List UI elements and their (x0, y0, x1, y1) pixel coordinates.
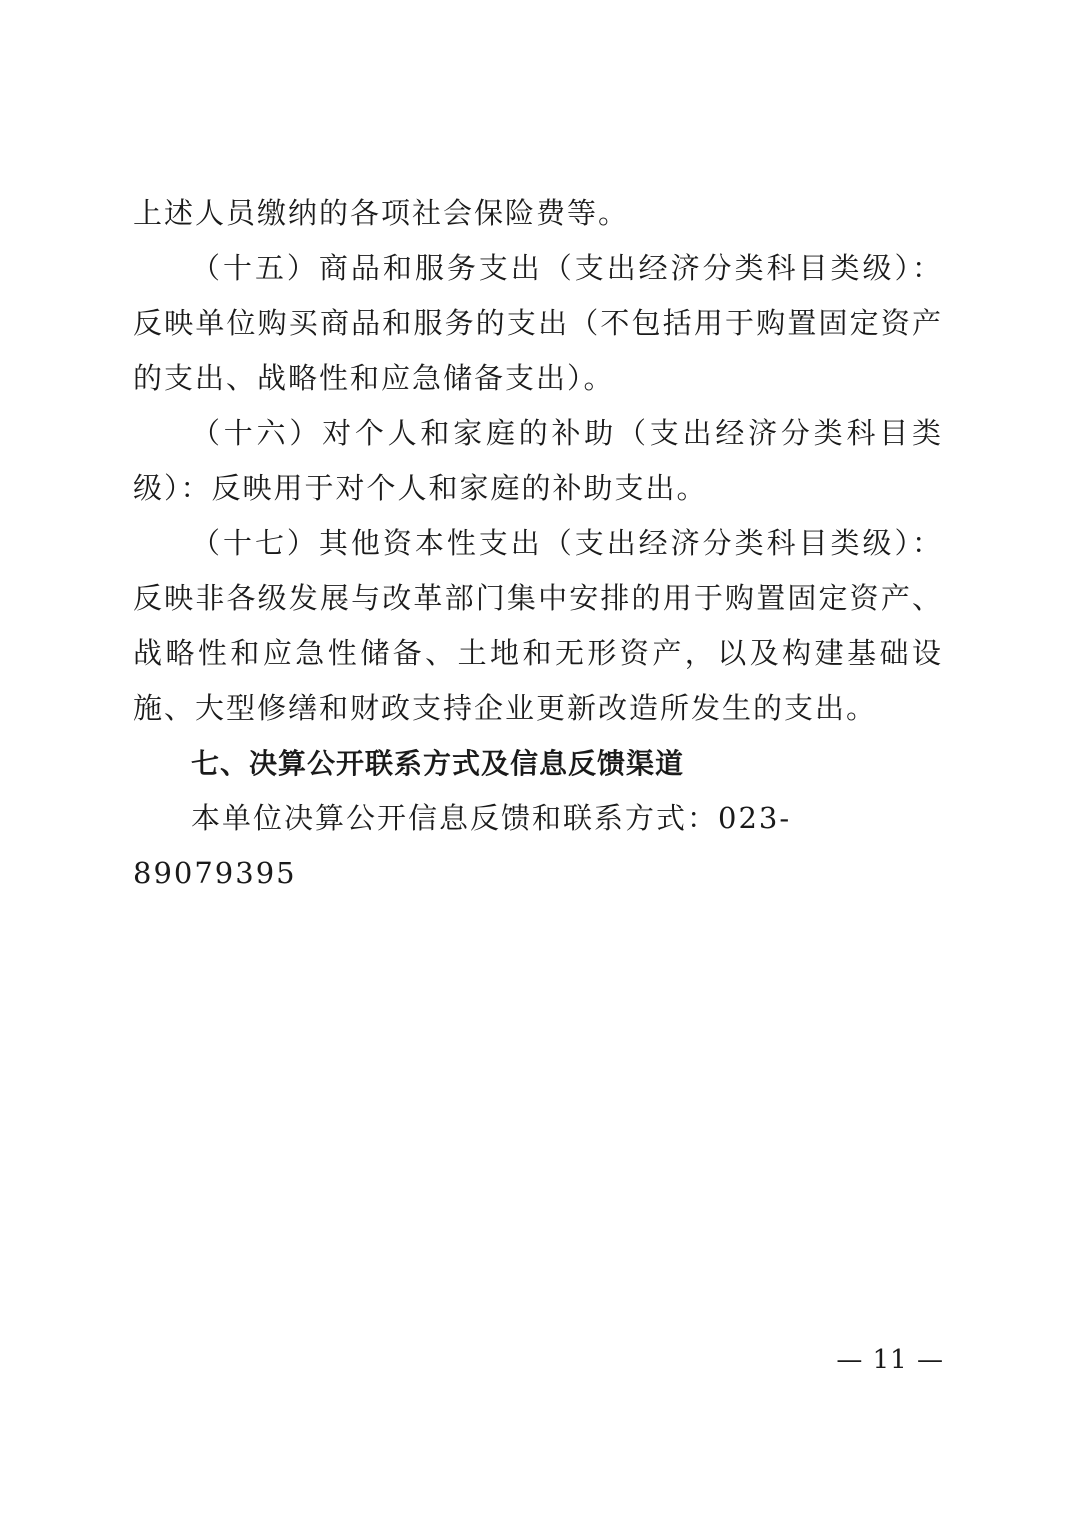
paragraph-social-insurance: 上述人员缴纳的各项社会保险费等。 (133, 196, 630, 230)
document-body (133, 186, 943, 901)
paragraph-goods-services: （十五）商品和服务支出（支出经济分类科目类级）：反映单位购买商品和服务的支出（不包括用于购置固定资产的支出、战略性和应急储备支出）。 (133, 251, 943, 395)
contact-line: 本单位决算公开信息反馈和联系方式：023-89079395 (133, 801, 792, 890)
paragraph-other-capital: （十七）其他资本性支出（支出经济分类科目类级）：反映非各级发展与改革部门集中安排的用于购置固定资产、战略性和应急性储备、土地和无形资产，以及构建基础设施、大型修缮和财政支持企业更新改造所发生的支出。 (133, 526, 943, 725)
paragraph-household-subsidy: （十六）对个人和家庭的补助（支出经济分类科目类级）：反映用于对个人和家庭的补助支出。 (133, 416, 943, 505)
section-heading-contact: 七、决算公开联系方式及信息反馈渠道 (191, 747, 685, 780)
page-number: — 11 — (836, 1345, 944, 1375)
